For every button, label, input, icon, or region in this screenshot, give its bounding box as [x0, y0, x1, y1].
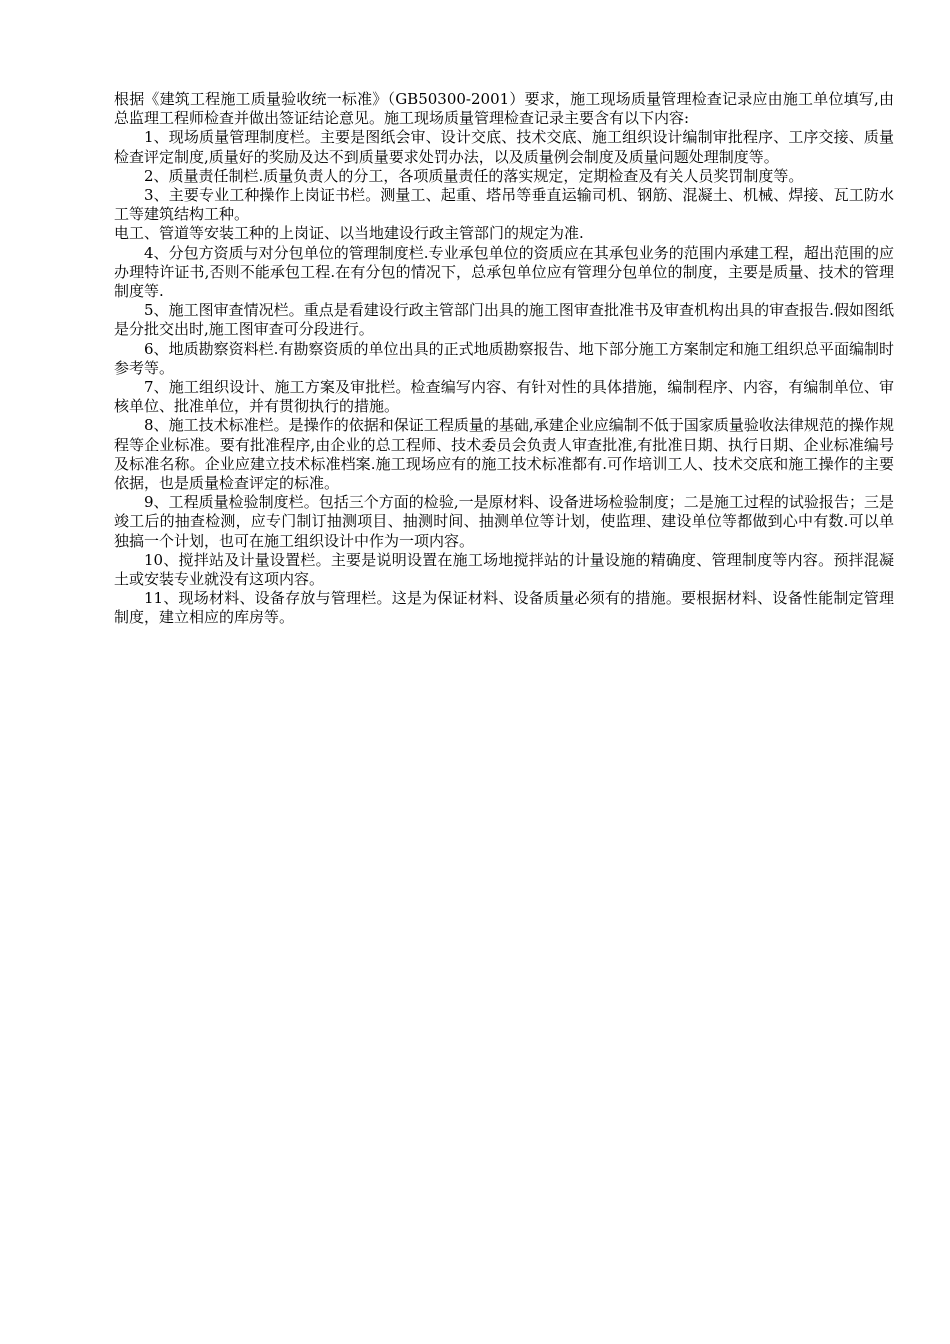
paragraph-item-3: 3、主要专业工种操作上岗证书栏。测量工、起重、塔吊等垂直运输司机、钢筋、混凝土、机械、焊接、瓦工防水工等建筑结构工种。 [114, 186, 894, 224]
paragraph-item-5: 5、施工图审查情况栏。重点是看建设行政主管部门出具的施工图审查批准书及审查机构出具的审查报告.假如图纸是分批交出时,施工图审查可分段进行。 [114, 301, 894, 339]
paragraph-item-2: 2、质量责任制栏.质量负责人的分工，各项质量责任的落实规定，定期检查及有关人员奖罚制度等。 [144, 166, 804, 185]
paragraph-item-3-continued: 电工、管道等安装工种的上岗证、以当地建设行政主管部门的规定为准. [114, 224, 584, 243]
paragraph-item-6: 6、地质勘察资料栏.有勘察资质的单位出具的正式地质勘察报告、地下部分施工方案制定和施工组织总平面编制时参考等。 [114, 339, 894, 377]
paragraph-item-8: 8、施工技术标准栏。是操作的依据和保证工程质量的基础,承建企业应编制不低于国家质量验收法律规范的操作规程等企业标准。要有批准程序,由企业的总工程师、技术委员会负责人审查批准,有批准日期、执行日期、企业标准编号及标准名称。企业应建立技术标准档案.施工现场应有的施工技术标准都有.可作培训工人、技术交底和施工操作的主要依据，也是质量检查评定的标准。 [114, 416, 894, 493]
paragraph-item-7: 7、施工组织设计、施工方案及审批栏。检查编写内容、有针对性的具体措施，编制程序、内容，有编制单位、审核单位、批准单位，并有贯彻执行的措施。 [114, 378, 894, 416]
paragraph-item-9: 9、工程质量检验制度栏。包括三个方面的检验,一是原材料、设备进场检验制度；二是施工过程的试验报告；三是竣工后的抽查检测，应专门制订抽测项目、抽测时间、抽测单位等计划，使监理、建设单位等都做到心中有数.可以单独搞一个计划，也可在施工组织设计中作为一项内容。 [114, 493, 894, 550]
paragraph-item-1: 1、现场质量管理制度栏。主要是图纸会审、设计交底、技术交底、施工组织设计编制审批程序、工序交接、质量检查评定制度,质量好的奖励及达不到质量要求处罚办法，以及质量例会制度及质量问题处理制度等。 [114, 128, 894, 166]
paragraph-item-11: 11、现场材料、设备存放与管理栏。这是为保证材料、设备质量必须有的措施。要根据材料、设备性能制定管理制度，建立相应的库房等。 [114, 589, 894, 627]
paragraph-item-4: 4、分包方资质与对分包单位的管理制度栏.专业承包单位的资质应在其承包业务的范围内承建工程，超出范围的应办理特许证书,否则不能承包工程.在有分包的情况下，总承包单位应有管理分包单位的制度，主要是质量、技术的管理制度等. [114, 243, 894, 301]
document-body [114, 90, 894, 628]
paragraph-intro: 根据《建筑工程施工质量验收统一标准》（GB50300-2001）要求，施工现场质量管理检查记录应由施工单位填写,由总监理工程师检查并做出签证结论意见。施工现场质量管理检查记录主要含有以下内容: [114, 90, 894, 128]
paragraph-item-10: 10、搅拌站及计量设置栏。主要是说明设置在施工场地搅拌站的计量设施的精确度、管理制度等内容。预拌混凝土或安装专业就没有这项内容。 [114, 550, 894, 589]
